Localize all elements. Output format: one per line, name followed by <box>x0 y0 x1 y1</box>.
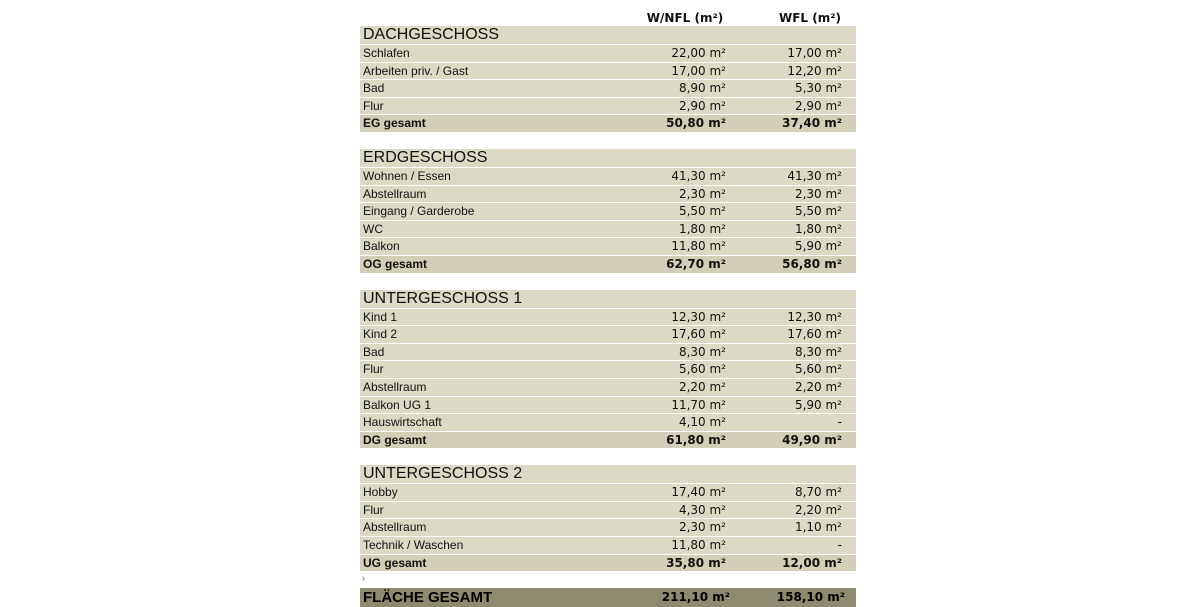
chevron-right-icon: › <box>362 573 366 585</box>
room-label: Abstellraum <box>363 186 427 201</box>
table-row <box>360 80 856 98</box>
room-label: Abstellraum <box>363 379 427 394</box>
table-row <box>360 98 856 116</box>
wfl-value: 17,60 m² <box>787 327 842 342</box>
wnfl-value: 50,80 m² <box>666 116 726 131</box>
wfl-value: - <box>837 415 842 430</box>
wnfl-value: 12,30 m² <box>671 309 726 324</box>
wfl-value: 49,90 m² <box>782 432 842 447</box>
table-row <box>360 309 856 327</box>
room-label: Bad <box>363 344 385 359</box>
table-row <box>360 361 856 379</box>
table-row <box>360 397 856 415</box>
wfl-value: 1,10 m² <box>794 520 842 535</box>
room-label: Arbeiten priv. / Gast <box>363 63 469 78</box>
column-header-wnfl: W/NFL (m²) <box>646 11 724 25</box>
wnfl-value: 4,10 m² <box>678 415 726 430</box>
wnfl-value: 11,70 m² <box>671 397 726 412</box>
wnfl-value: 2,90 m² <box>678 98 726 113</box>
wfl-value: 2,30 m² <box>794 186 842 201</box>
wnfl-value: 2,30 m² <box>678 186 726 201</box>
room-label: Technik / Waschen <box>363 538 464 553</box>
wnfl-value: 17,00 m² <box>671 63 726 78</box>
room-label: Eingang / Garderobe <box>363 204 475 219</box>
wnfl-value: 8,30 m² <box>678 344 726 359</box>
table-row <box>360 203 856 221</box>
room-label: Kind 2 <box>363 327 398 342</box>
wfl-value: 37,40 m² <box>782 116 842 131</box>
room-label: Flur <box>363 98 384 113</box>
room-label: Balkon <box>363 239 400 254</box>
room-label: Hauswirtschaft <box>363 415 442 430</box>
column-header-row <box>360 8 856 26</box>
wnfl-value: 4,30 m² <box>678 502 726 517</box>
grand-total-row <box>360 588 856 607</box>
table-row <box>360 45 856 63</box>
grand-total-wnfl: 211,10 m² <box>661 590 730 605</box>
table-row <box>360 379 856 397</box>
floor-section <box>360 465 856 572</box>
wnfl-value: 11,80 m² <box>671 538 726 553</box>
section-title: UNTERGESCHOSS 1 <box>360 290 856 309</box>
room-label: Schlafen <box>363 46 410 60</box>
wnfl-value: 61,80 m² <box>666 432 726 447</box>
section-total-row <box>360 555 856 573</box>
wfl-value: 17,00 m² <box>787 46 842 60</box>
sections-container <box>360 26 856 572</box>
wnfl-value: 17,40 m² <box>671 485 726 500</box>
column-header-wfl: WFL (m²) <box>779 11 841 25</box>
table-row <box>360 537 856 555</box>
wnfl-value: 11,80 m² <box>671 239 726 254</box>
wnfl-value: 5,50 m² <box>678 204 726 219</box>
table-row <box>360 502 856 520</box>
table-row <box>360 168 856 186</box>
wfl-value: 12,00 m² <box>782 555 842 570</box>
table-row <box>360 63 856 81</box>
wnfl-value: 2,30 m² <box>678 520 726 535</box>
wfl-value: 8,30 m² <box>794 344 842 359</box>
wnfl-value: 22,00 m² <box>671 46 726 60</box>
wnfl-value: 5,60 m² <box>678 362 726 377</box>
section-total-row <box>360 115 856 133</box>
room-label: Kind 1 <box>363 309 398 324</box>
grand-total-label: FLÄCHE GESAMT <box>363 589 493 607</box>
table-row <box>360 344 856 362</box>
area-table <box>360 8 856 607</box>
table-row <box>360 414 856 432</box>
wnfl-value: 35,80 m² <box>666 555 726 570</box>
wnfl-value: 62,70 m² <box>666 256 726 271</box>
section-total-row <box>360 432 856 450</box>
room-label: UG gesamt <box>363 555 427 570</box>
floor-section <box>360 149 856 274</box>
wfl-value: 56,80 m² <box>782 256 842 271</box>
section-title: DACHGESCHOSS <box>360 26 856 45</box>
floor-section <box>360 26 856 133</box>
grand-total-wfl: 158,10 m² <box>776 590 845 605</box>
wfl-value: 12,20 m² <box>787 63 842 78</box>
wnfl-value: 2,20 m² <box>678 379 726 394</box>
wnfl-value: 17,60 m² <box>671 327 726 342</box>
wfl-value: 8,70 m² <box>794 485 842 500</box>
section-title: ERDGESCHOSS <box>360 149 856 168</box>
room-label: DG gesamt <box>363 432 427 447</box>
wnfl-value: 1,80 m² <box>678 221 726 236</box>
room-label: Bad <box>363 81 385 96</box>
wfl-value: 5,30 m² <box>794 81 842 96</box>
room-label: WC <box>363 221 383 236</box>
wnfl-value: 41,30 m² <box>671 168 726 183</box>
wfl-value: 2,20 m² <box>794 502 842 517</box>
wfl-value: 41,30 m² <box>787 168 842 183</box>
room-label: Flur <box>363 502 384 517</box>
wfl-value: 12,30 m² <box>787 309 842 324</box>
table-row <box>360 519 856 537</box>
wfl-value: 5,90 m² <box>794 239 842 254</box>
wfl-value: 5,50 m² <box>794 204 842 219</box>
wfl-value: 5,90 m² <box>794 397 842 412</box>
section-total-row <box>360 256 856 274</box>
table-row <box>360 221 856 239</box>
room-label: Hobby <box>363 485 398 500</box>
wfl-value: 5,60 m² <box>794 362 842 377</box>
room-label: Wohnen / Essen <box>363 168 451 183</box>
table-row <box>360 186 856 204</box>
room-label: OG gesamt <box>363 256 428 271</box>
table-row <box>360 484 856 502</box>
wfl-value: 1,80 m² <box>794 221 842 236</box>
table-row <box>360 326 856 344</box>
table-row <box>360 238 856 256</box>
separator <box>360 572 856 588</box>
wfl-value: 2,20 m² <box>794 379 842 394</box>
wfl-value: 2,90 m² <box>794 98 842 113</box>
room-label: Balkon UG 1 <box>363 397 432 412</box>
section-title: UNTERGESCHOSS 2 <box>360 465 856 484</box>
room-label: Flur <box>363 362 384 377</box>
room-label: Abstellraum <box>363 520 427 535</box>
wfl-value: - <box>837 538 842 553</box>
wnfl-value: 8,90 m² <box>678 81 726 96</box>
room-label: EG gesamt <box>363 116 426 131</box>
floor-section <box>360 290 856 450</box>
